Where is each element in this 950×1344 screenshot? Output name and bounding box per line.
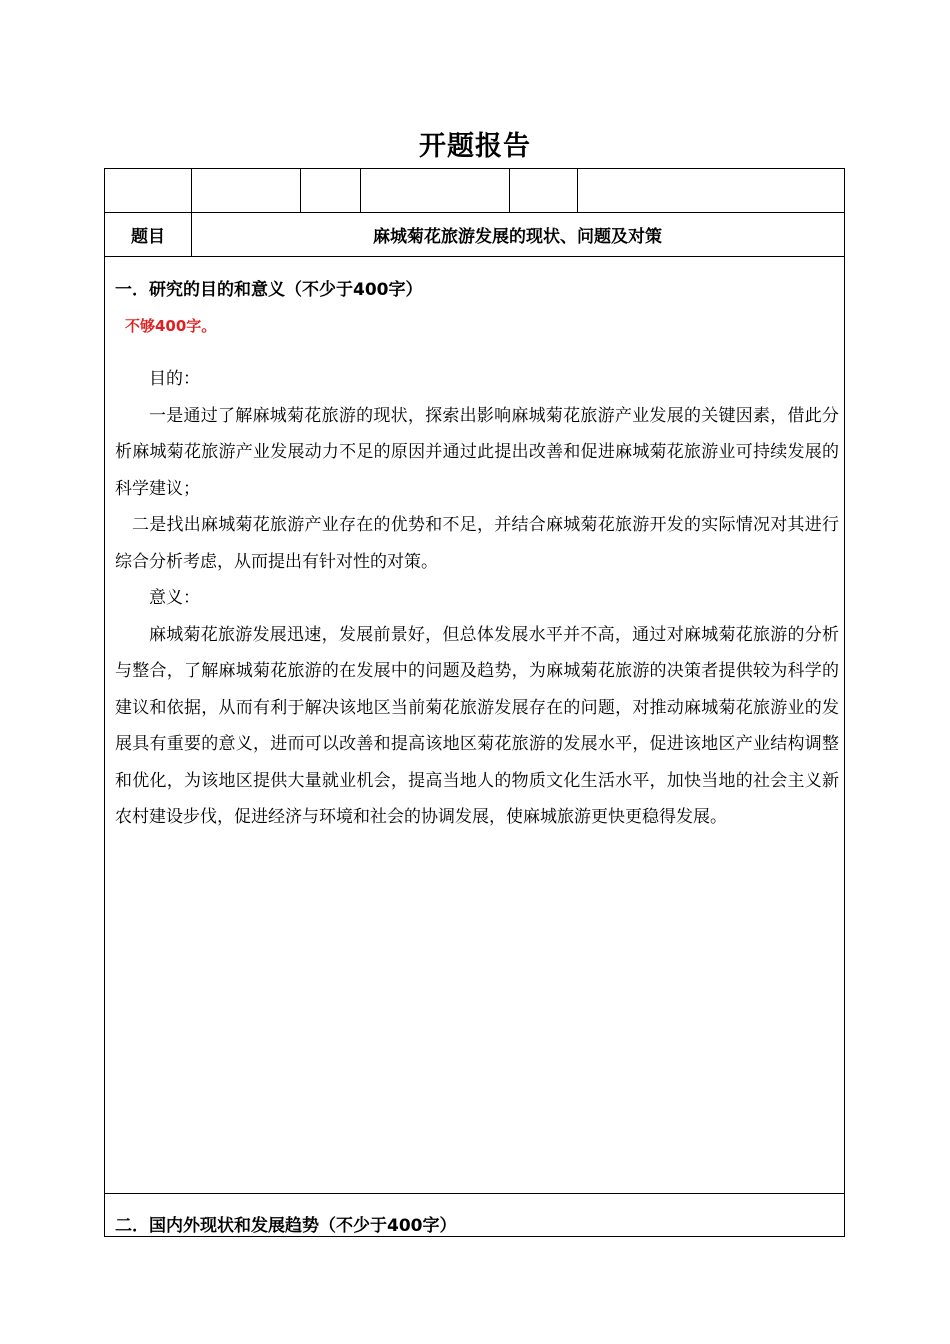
header-divider <box>577 169 578 212</box>
header-divider <box>300 169 301 212</box>
row-divider <box>105 256 844 257</box>
purpose-label: 目的： <box>149 369 200 389</box>
purpose-paragraph-2: 二是找出麻城菊花旅游产业存在的优势和不足，并结合麻城菊花旅游开发的实际情况对其进行综合分析考虑，从而提出有针对性的对策。 <box>115 515 839 572</box>
section2-heading: 二．国内外现状和发展趋势（不少于400字） <box>115 1216 457 1236</box>
topic-label: 题目 <box>131 227 165 247</box>
row-divider <box>105 1193 844 1194</box>
header-divider <box>509 169 510 212</box>
section1-body <box>115 361 839 836</box>
report-form-table <box>104 168 845 1237</box>
significance-label: 意义： <box>149 588 200 608</box>
header-divider <box>360 169 361 212</box>
section1-heading: 一．研究的目的和意义（不少于400字） <box>115 280 423 300</box>
significance-paragraph: 麻城菊花旅游发展迅速，发展前景好，但总体发展水平并不高，通过对麻城菊花旅游的分析与整合，了解麻城菊花旅游的在发展中的问题及趋势，为麻城菊花旅游的决策者提供较为科学的建议和依据，从而有利于解决该地区当前菊花旅游发展存在的问题，对推动麻城菊花旅游业的发展具有重要的意义，进而可以改善和提高该地区菊花旅游的发展水平，促进该地区产业结构调整和优化，为该地区提供大量就业机会，提高当地人的物质文化生活水平，加快当地的社会主义新农村建设步伐，促进经济与环境和社会的协调发展，使麻城旅游更快更稳得发展。 <box>115 624 839 827</box>
header-divider <box>191 169 192 212</box>
purpose-paragraph-1: 一是通过了解麻城菊花旅游的现状，探索出影响麻城菊花旅游产业发展的关键因素，借此分析麻城菊花旅游产业发展动力不足的原因并通过此提出改善和促进麻城菊花旅游业可持续发展的科学建议； <box>115 405 839 499</box>
report-title: 开题报告 <box>419 131 531 162</box>
row-divider <box>105 212 844 213</box>
section1-review-note: 不够400字。 <box>125 317 217 335</box>
topic-value: 麻城菊花旅游发展的现状、问题及对策 <box>373 227 662 247</box>
